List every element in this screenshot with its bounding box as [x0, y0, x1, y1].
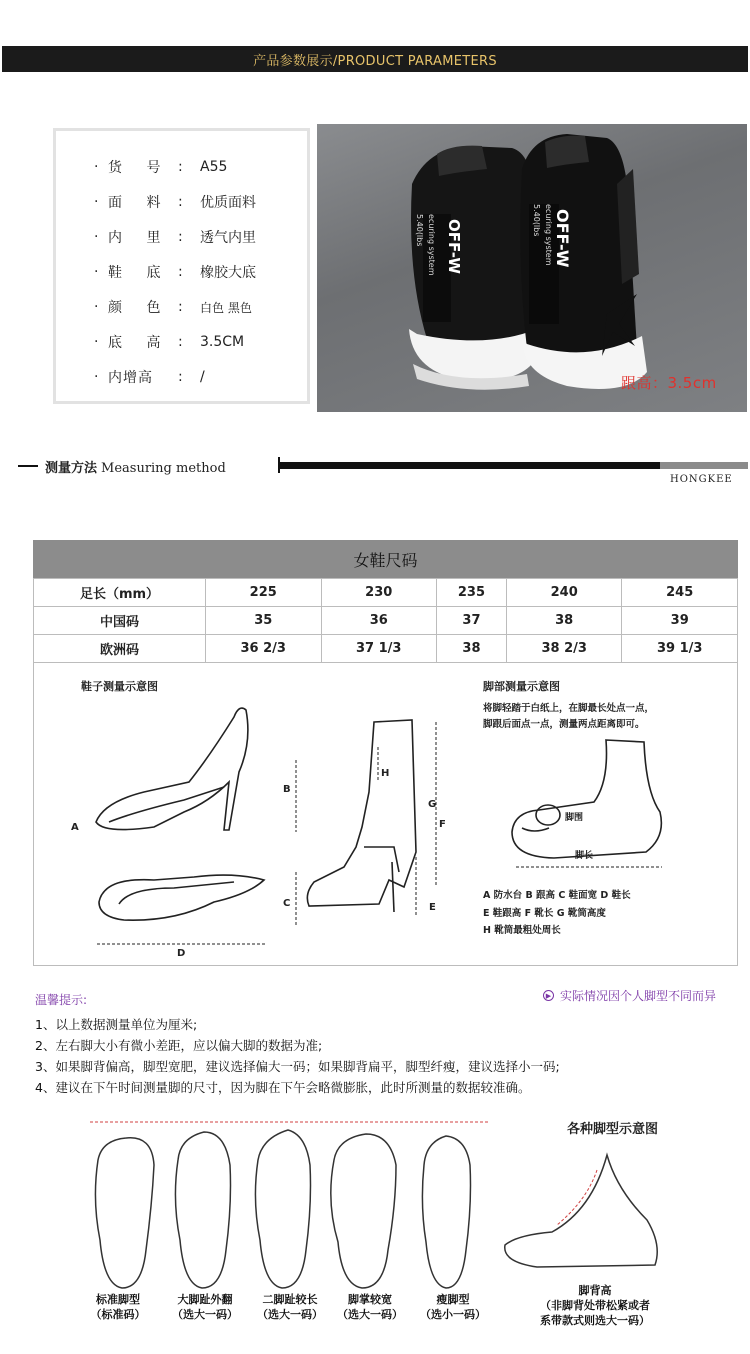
param-row: · 颜 色 : 白色 黑色 — [94, 299, 252, 316]
tip-item: 4、建议在下午时间测量脚的尺寸，因为脚在下午会略微膨胀，此时所测量的数据较准确。 — [35, 1080, 531, 1095]
shoe-diagram-title: 鞋子测量示意图 — [81, 680, 158, 693]
row-header: 中国码 — [34, 607, 206, 635]
svg-text:脚长: 脚长 — [575, 851, 594, 861]
svg-text:ecuring system: ecuring system — [427, 214, 436, 276]
foot-types-title: 各种脚型示意图 — [567, 1122, 659, 1137]
instep-caption: 脚背高 （非脚背处带松紧或者 系带款式则选大一码） — [540, 1284, 650, 1327]
row-header: 欧洲码 — [34, 635, 206, 663]
param-value: 3.5CM — [200, 334, 245, 350]
tips-heading: 温馨提示: — [35, 993, 88, 1007]
param-value: 白色 黑色 — [200, 300, 252, 315]
table-row: 中国码 35 36 37 38 39 — [34, 607, 738, 635]
tips-note: ▶ 实际情况因个人脚型不同而异 — [543, 987, 716, 1004]
heel-height-note: 跟高：3.5cm — [621, 374, 717, 392]
foot-diagram-title: 脚部测量示意图 — [483, 680, 560, 693]
svg-text:D: D — [177, 948, 186, 959]
measuring-title: 测量方法 Measuring method — [45, 461, 226, 476]
svg-text:C: C — [283, 898, 291, 909]
tip-item: 2、左右脚大小有微小差距，应以偏大脚的数据为准; — [35, 1038, 323, 1053]
svg-text:B: B — [283, 784, 291, 795]
param-value: 优质面料 — [200, 195, 256, 211]
tip-item: 3、如果脚背偏高，脚型宽肥，建议选择偏大一码；如果脚背扁平，脚型纤瘦，建议选择小一码; — [35, 1059, 560, 1074]
divider-bar — [278, 462, 748, 469]
divider-left — [18, 465, 38, 467]
row-header: 足长（mm） — [34, 579, 206, 607]
svg-text:E: E — [429, 902, 436, 913]
param-row: · 底 高 : 3.5CM — [94, 334, 245, 351]
foot-type-caption: 标准脚型 （标准码） — [90, 1293, 146, 1321]
section-title: 产品参数展示/PRODUCT PARAMETERS — [253, 53, 497, 69]
svg-text:5.40(lbs: 5.40(lbs — [415, 214, 424, 247]
param-value: 橡胶大底 — [200, 265, 256, 281]
sneaker-image — [317, 124, 747, 412]
param-row: · 面 料 : 优质面料 — [94, 194, 256, 211]
param-value: / — [200, 369, 205, 385]
svg-text:脚围: 脚围 — [565, 813, 584, 823]
svg-text:A: A — [71, 822, 79, 833]
svg-text:OFF-W: OFF-W — [553, 209, 572, 268]
foot-type-caption: 脚掌较宽 （选大一码） — [337, 1293, 403, 1321]
heel-brand-text: OFF-W — [445, 219, 463, 274]
size-table-title: 女鞋尺码 — [33, 540, 738, 578]
foot-type-caption: 二脚趾较长 （选大一码） — [257, 1293, 323, 1321]
size-table — [33, 578, 738, 663]
play-icon: ▶ — [543, 990, 554, 1001]
param-row: · 鞋 底 : 橡胶大底 — [94, 264, 256, 281]
svg-text:ecuring system: ecuring system — [544, 204, 553, 266]
foot-type-caption: 大脚趾外翻 （选大一码） — [172, 1293, 238, 1321]
product-photo — [317, 124, 747, 412]
svg-text:F: F — [439, 819, 446, 830]
measurement-diagram: 鞋子测量示意图 脚部测量示意图 将脚轻踏于白纸上，在脚最长处点一点， 脚跟后面点一点，测量两点距离即可。 A B C D E F G H 脚围 脚长 A 防水台 B 跟高 C 鞋面宽 D 鞋长 E 鞋跟高 F 靴长 G 靴筒高度 H 靴筒最粗处周长 — [33, 662, 738, 966]
foot-type-caption: 瘦脚型 （选小一码） — [420, 1293, 486, 1321]
brand-name: HONGKEE — [670, 474, 733, 485]
svg-text:5.40(lbs: 5.40(lbs — [532, 204, 541, 237]
param-value: A55 — [200, 159, 228, 175]
diagram-drawings — [34, 662, 739, 966]
param-value: 透气内里 — [200, 230, 256, 246]
svg-text:H: H — [381, 768, 390, 779]
param-row: · 货 号 : A55 — [94, 159, 228, 176]
svg-text:G: G — [428, 799, 437, 810]
section-header — [2, 46, 748, 72]
param-row: · 内 里 : 透气内里 — [94, 229, 256, 246]
params-panel — [53, 128, 310, 404]
table-row: 足长（mm） 225 230 235 240 245 — [34, 579, 738, 607]
table-row: 欧洲码 36 2/3 37 1/3 38 38 2/3 39 1/3 — [34, 635, 738, 663]
instep-foot-outline — [497, 1150, 667, 1280]
tip-item: 1、以上数据测量单位为厘米; — [35, 1017, 198, 1032]
param-row: · 内增高 : / — [94, 369, 205, 386]
foot-outlines — [80, 1110, 500, 1295]
